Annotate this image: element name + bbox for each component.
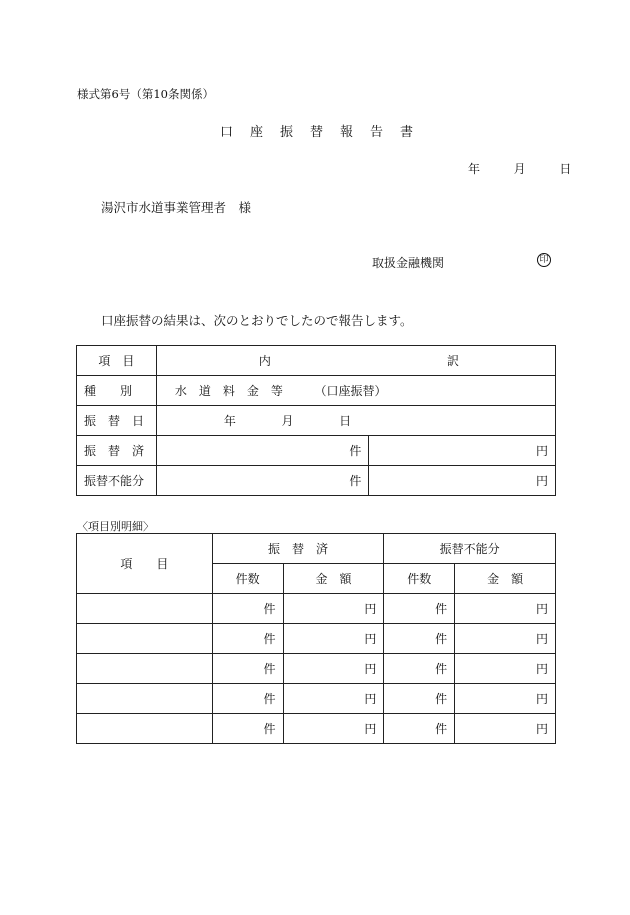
summary-table xyxy=(76,345,556,496)
summary-type-value-cell xyxy=(156,376,555,406)
report-date xyxy=(468,160,571,177)
detail-sub-failed-amount: 金 額 xyxy=(455,564,556,594)
detail-done-count: 件 xyxy=(212,714,283,744)
date-month: 月 xyxy=(513,162,526,176)
detail-item-cell[interactable] xyxy=(77,594,213,624)
detail-done-amount: 円 xyxy=(283,654,384,684)
detail-done-count: 件 xyxy=(212,684,283,714)
summary-row-date xyxy=(77,406,556,436)
summary-date-value-cell xyxy=(156,406,555,436)
detail-done-amount: 円 xyxy=(283,624,384,654)
detail-failed-count: 件 xyxy=(384,654,455,684)
detail-failed-amount: 円 xyxy=(455,654,556,684)
summary-row-done xyxy=(77,436,556,466)
summary-type-value: 水 道 料 金 等 xyxy=(174,384,283,398)
date-day: 日 xyxy=(559,162,572,176)
summary-row-failed xyxy=(77,466,556,496)
detail-header-done: 振 替 済 xyxy=(212,534,384,564)
summary-row-type xyxy=(77,376,556,406)
detail-done-count: 件 xyxy=(212,594,283,624)
summary-date-year: 年 xyxy=(223,414,236,428)
detail-failed-amount: 円 xyxy=(455,684,556,714)
detail-failed-amount: 円 xyxy=(455,594,556,624)
summary-done-label: 振 替 済 xyxy=(77,436,157,466)
detail-failed-amount: 円 xyxy=(455,714,556,744)
detail-done-amount: 円 xyxy=(283,594,384,624)
institution-label: 取扱金融機関 xyxy=(372,256,445,270)
detail-failed-count: 件 xyxy=(384,624,455,654)
table-row xyxy=(77,714,556,744)
detail-done-count: 件 xyxy=(212,624,283,654)
summary-failed-amount: 円 xyxy=(369,466,556,496)
table-row xyxy=(77,594,556,624)
detail-done-amount: 円 xyxy=(283,684,384,714)
summary-header-breakdown xyxy=(156,346,555,376)
detail-done-amount: 円 xyxy=(283,714,384,744)
summary-date-month: 月 xyxy=(281,414,294,428)
detail-failed-amount: 円 xyxy=(455,624,556,654)
table-row xyxy=(77,624,556,654)
detail-table xyxy=(76,533,556,744)
summary-header-item: 項 目 xyxy=(77,346,157,376)
detail-done-count: 件 xyxy=(212,654,283,684)
seal-mark: 印 xyxy=(537,253,551,267)
detail-item-cell[interactable] xyxy=(77,654,213,684)
date-year: 年 xyxy=(468,162,481,176)
form-number: 様式第6号（第10条関係） xyxy=(77,87,214,101)
detail-header-row xyxy=(77,534,556,564)
detail-sub-done-amount: 金 額 xyxy=(283,564,384,594)
summary-header-row xyxy=(77,346,556,376)
detail-failed-count: 件 xyxy=(384,684,455,714)
table-row xyxy=(77,684,556,714)
summary-failed-count: 件 xyxy=(156,466,369,496)
detail-header-failed: 振替不能分 xyxy=(384,534,556,564)
detail-failed-count: 件 xyxy=(384,714,455,744)
detail-failed-count: 件 xyxy=(384,594,455,624)
summary-type-note: （口座振替） xyxy=(314,384,387,398)
detail-sub-failed-count: 件数 xyxy=(384,564,455,594)
summary-done-amount: 円 xyxy=(369,436,556,466)
table-row xyxy=(77,654,556,684)
detail-sub-done-count: 件数 xyxy=(212,564,283,594)
summary-date-label: 振 替 日 xyxy=(77,406,157,436)
summary-date-day: 日 xyxy=(339,414,352,428)
summary-header-right: 訳 xyxy=(446,354,459,368)
summary-type-label: 種 別 xyxy=(77,376,157,406)
intro-text: 口座振替の結果は、次のとおりでしたので報告します。 xyxy=(101,313,413,328)
detail-header-item: 項 目 xyxy=(77,534,213,594)
addressee: 湯沢市水道事業管理者 様 xyxy=(101,200,252,215)
summary-done-count: 件 xyxy=(156,436,369,466)
detail-caption: 〈項目別明細〉 xyxy=(77,520,154,533)
detail-item-cell[interactable] xyxy=(77,714,213,744)
document-title: 口座振替報告書 xyxy=(220,125,431,140)
detail-item-cell[interactable] xyxy=(77,624,213,654)
summary-header-left: 内 xyxy=(258,354,271,368)
summary-failed-label: 振替不能分 xyxy=(77,466,157,496)
detail-item-cell[interactable] xyxy=(77,684,213,714)
